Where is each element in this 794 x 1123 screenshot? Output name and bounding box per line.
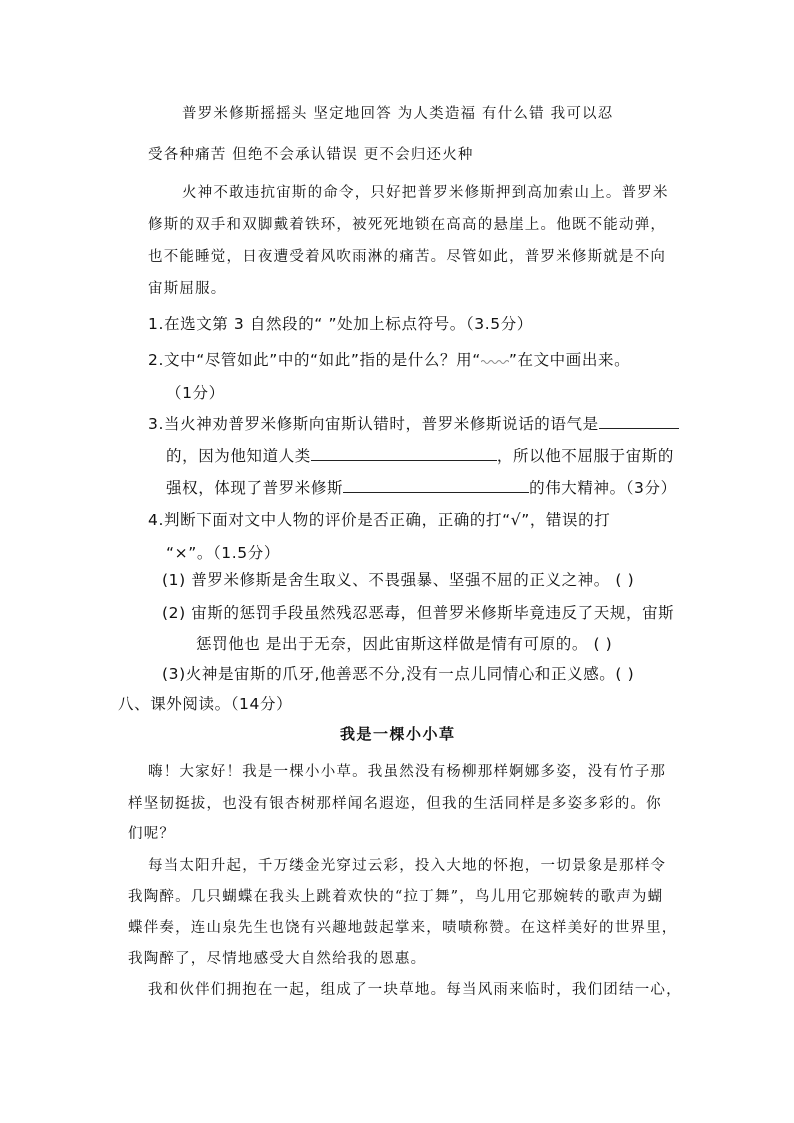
question-4-item-3: (3)火神是宙斯的爪牙,他善恶不分,没有一点儿同情心和正义感。( ) bbox=[162, 665, 635, 683]
wavy-underline-icon bbox=[481, 356, 509, 366]
question-3-text-b: 的，因为他知道人类 bbox=[166, 447, 311, 465]
story-p2-line-3: 蝶伴奏，连山泉先生也饶有兴趣地鼓起掌来，啧啧称赞。在这样美好的世界里， bbox=[128, 920, 678, 936]
question-2-points: （1分） bbox=[166, 384, 225, 402]
passage-line-3: 也不能睡觉，日夜遭受着风吹雨淋的痛苦。尽管如此，普罗米修斯就是不向 bbox=[148, 249, 667, 265]
story-title: 我是一棵小小草 bbox=[340, 725, 456, 743]
question-4-item-2-line-2: 惩罚他也 是出于无奈，因此宙斯这样做是情有可原的。 ( ) bbox=[196, 635, 613, 653]
question-4-item-2-line-1: (2) 宙斯的惩罚手段虽然残忍恶毒，但普罗米修斯毕竟违反了天规，宙斯 bbox=[162, 604, 675, 622]
question-3-line-2 bbox=[166, 446, 674, 466]
answer-blank-spirit[interactable] bbox=[343, 478, 529, 493]
story-p1-line-3: 们呢？ bbox=[128, 826, 176, 842]
story-p1-line-2: 样坚韧挺拔，也没有银杏树那样闻名遐迩，但我的生活同样是多姿多彩的。你 bbox=[128, 796, 662, 812]
passage-line-1: 火神不敢违抗宙斯的命令，只好把普罗米修斯押到高加索山上。普罗米 bbox=[182, 185, 669, 201]
question-3-line-3 bbox=[166, 478, 677, 498]
question-2-text-a: 2.文中“尽管如此”中的“如此”指的是什么？用“ bbox=[148, 351, 481, 369]
question-3-text-c: ，所以他不屈服于宙斯的 bbox=[496, 447, 675, 465]
section-8-heading: 八、课外阅读。（14分） bbox=[118, 695, 293, 713]
passage-line-2: 修斯的双手和双脚戴着铁环，被死死地锁在高高的悬崖上。他既不能动弹， bbox=[148, 217, 667, 233]
question-2 bbox=[148, 350, 630, 370]
passage-line-4: 宙斯屈服。 bbox=[148, 281, 227, 297]
question-2-text-b: ”在文中画出来。 bbox=[508, 351, 631, 369]
question-3-text-e: 的伟大精神。（3分） bbox=[529, 479, 677, 497]
question-3-line-1 bbox=[148, 414, 679, 434]
question-4-line-2: “×”。（1.5分） bbox=[166, 544, 280, 562]
poem-line-1: 普罗米修斯摇摇头 坚定地回答 为人类造福 有什么错 我可以忍 bbox=[182, 106, 614, 122]
story-p2-line-1: 每当太阳升起，千万缕金光穿过云彩，投入大地的怀抱，一切景象是那样令 bbox=[148, 858, 667, 874]
poem-line-2: 受各种痛苦 但绝不会承认错误 更不会归还火种 bbox=[148, 147, 474, 163]
question-1: 1.在选文第 3 自然段的“ ”处加上标点符号。（3.5分） bbox=[148, 315, 533, 333]
question-4-line-1: 4.判断下面对文中人物的评价是否正确，正确的打“√”，错误的打 bbox=[148, 511, 611, 529]
answer-blank-humanity[interactable] bbox=[311, 446, 497, 461]
question-3-text-d: 强权，体现了普罗米修斯 bbox=[166, 479, 344, 497]
question-4-item-1: (1) 普罗米修斯是舍生取义、不畏强暴、坚强不屈的正义之神。 ( ) bbox=[162, 571, 635, 589]
question-3-text-a: 3.当火神劝普罗米修斯向宙斯认错时，普罗米修斯说话的语气是 bbox=[148, 415, 599, 433]
story-p2-line-4: 我陶醉了，尽情地感受大自然给我的恩惠。 bbox=[128, 951, 427, 967]
story-p2-line-2: 我陶醉。几只蝴蝶在我头上跳着欢快的“拉丁舞”，鸟儿用它那婉转的歌声为蝴 bbox=[128, 889, 664, 905]
answer-blank-tone[interactable] bbox=[599, 414, 679, 429]
story-p3-line-1: 我和伙伴们拥抱在一起，组成了一块草地。每当风雨来临时，我们团结一心， bbox=[148, 982, 682, 998]
story-p1-line-1: 嗨！大家好！我是一棵小小草。我虽然没有杨柳那样婀娜多姿，没有竹子那 bbox=[148, 764, 667, 780]
